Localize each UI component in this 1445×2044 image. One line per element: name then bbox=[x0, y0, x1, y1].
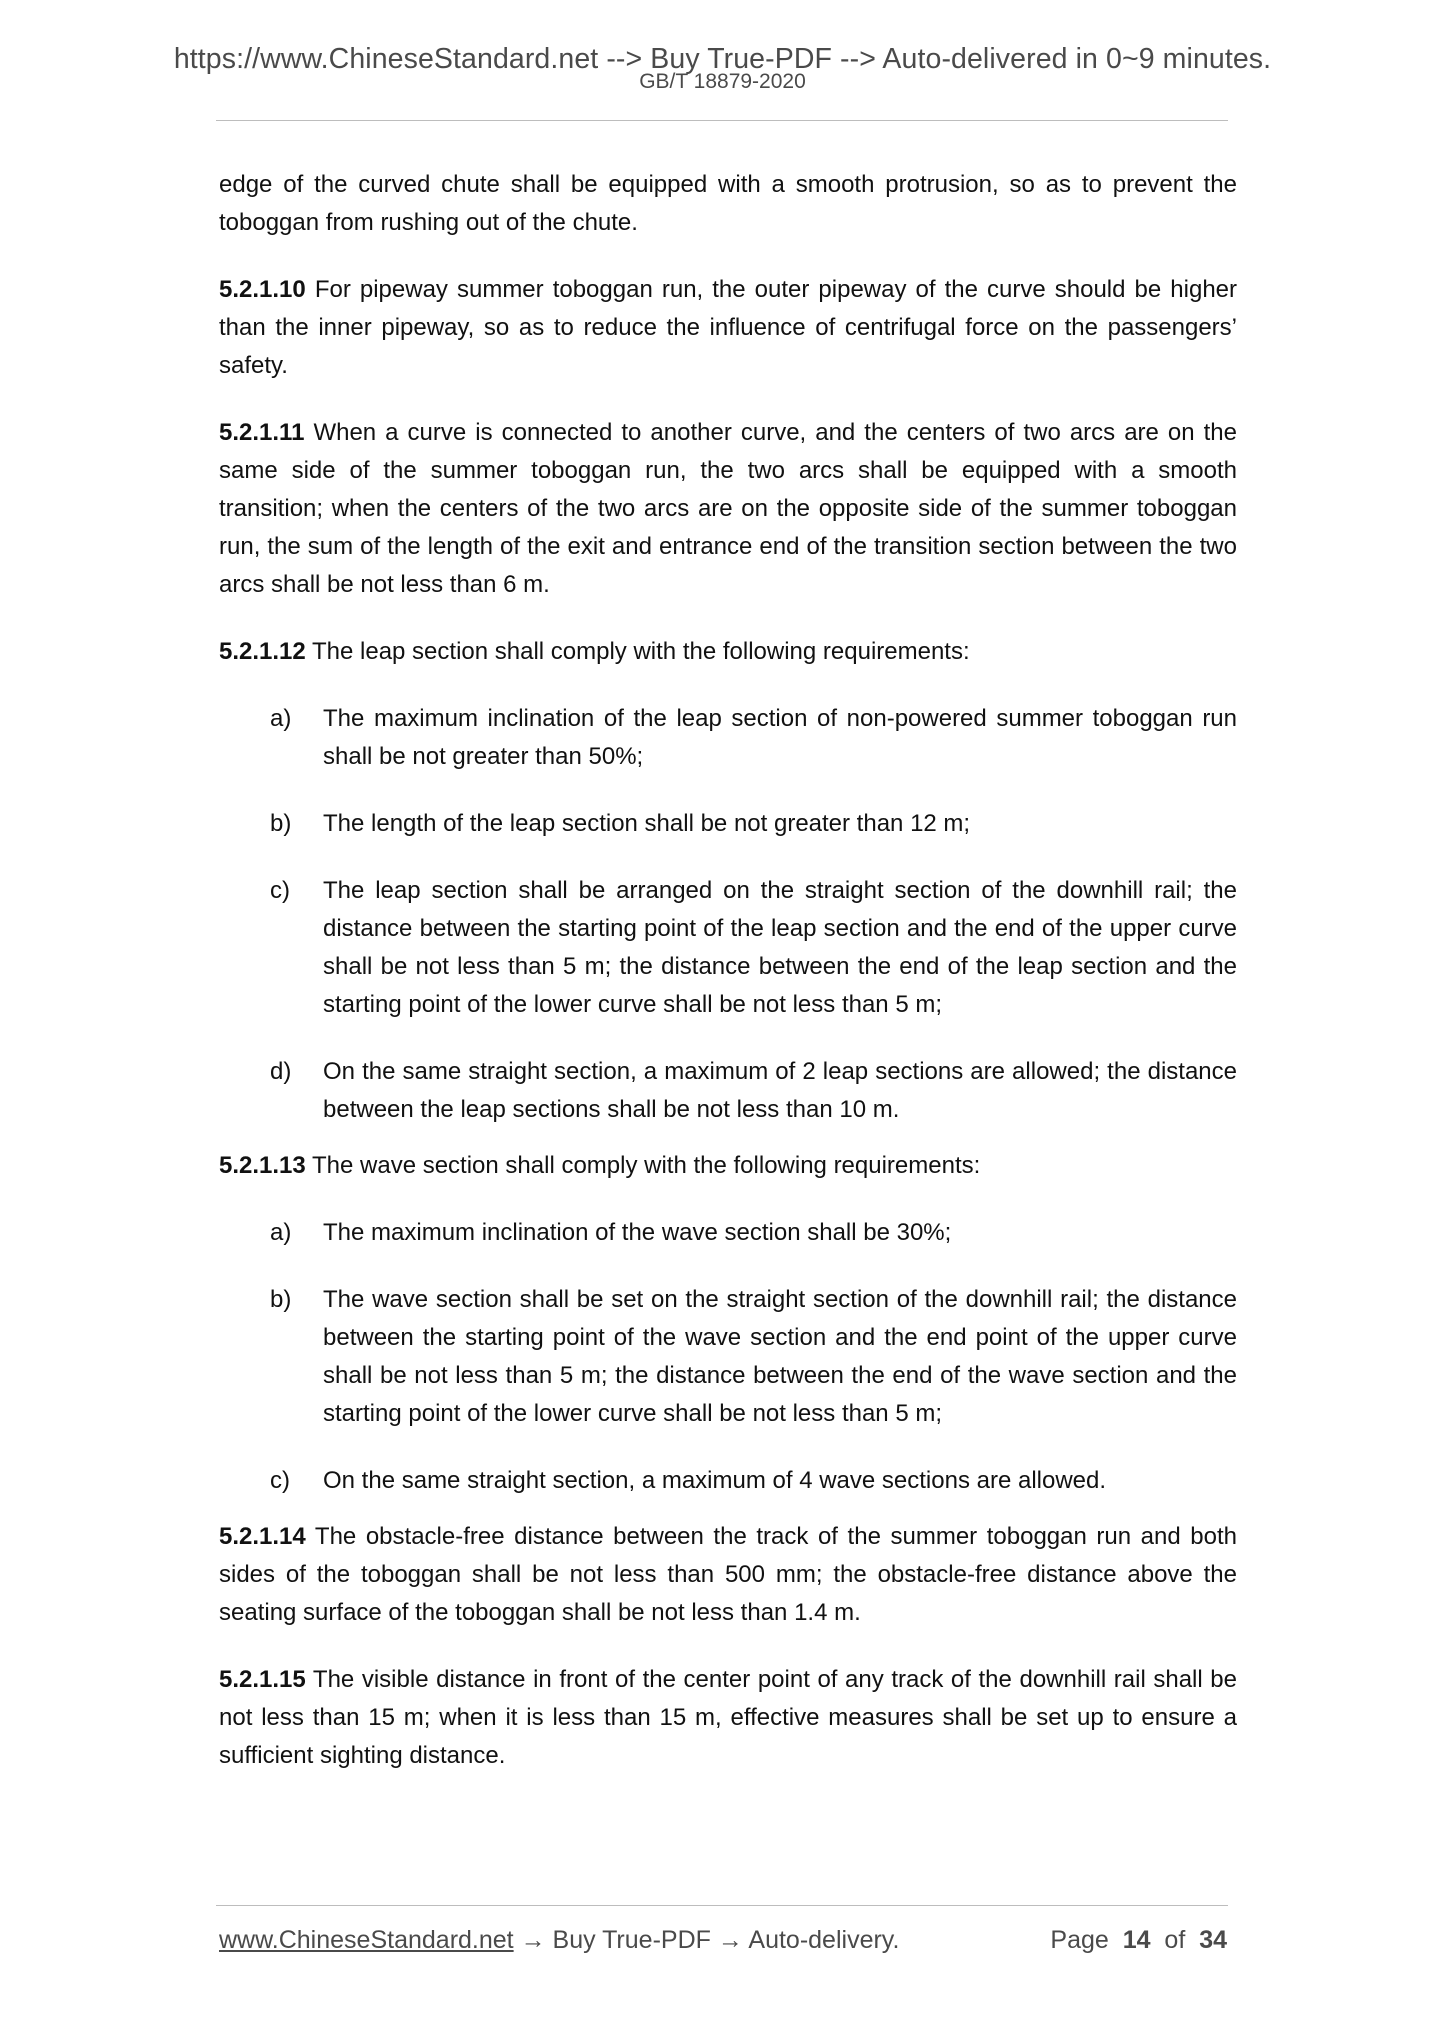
list-item-text: On the same straight section, a maximum of 4 wave sections are allowed. bbox=[323, 1467, 1107, 1494]
clause-5-2-1-11 bbox=[219, 414, 1237, 604]
clause-text: When a curve is connected to another curve, and the centers of two arcs are on the same side of the summer toboggan run, the two arcs shall be equipped with a smooth transition; when the centers of the two arcs are on the opposite side of the summer toboggan run, the sum of the length of the exit and entrance end of the transition section between the two arcs shall be not less than 6 m. bbox=[219, 419, 1237, 598]
clause-text: The leap section shall comply with the following requirements: bbox=[311, 638, 970, 665]
list-item bbox=[219, 1053, 1237, 1129]
list-item bbox=[219, 872, 1237, 1024]
list-item-label: a) bbox=[270, 705, 292, 732]
clause-5-2-1-14 bbox=[219, 1518, 1237, 1632]
header-divider bbox=[216, 120, 1228, 121]
list-item-label: b) bbox=[270, 1286, 292, 1313]
list-item bbox=[219, 700, 1237, 776]
list-item-label: a) bbox=[270, 1219, 292, 1246]
clause-5-2-1-13 bbox=[219, 1147, 1237, 1185]
list-item-text: The length of the leap section shall be not greater than 12 m; bbox=[323, 810, 971, 837]
top-banner[interactable]: https://www.ChineseStandard.net --> Buy True-PDF --> Auto-delivered in 0~9 minutes. bbox=[173, 43, 1272, 75]
list-item-text: The leap section shall be arranged on the straight section of the downhill rail; the distance between the starting point of the leap section and the end of the upper curve shall be not less than 5 m; the distance between the end of the leap section and the starting point of the lower curve shall be not less than 5 m; bbox=[323, 877, 1237, 1018]
footer-left bbox=[219, 1922, 899, 1958]
list-item-text: On the same straight section, a maximum of 2 leap sections are allowed; the distance between the leap sections shall be not less than 10 m. bbox=[323, 1058, 1237, 1123]
list-item-label: b) bbox=[270, 810, 292, 837]
clause-number: 5.2.1.14 bbox=[219, 1523, 306, 1550]
document-id: GB/T 18879-2020 bbox=[639, 70, 806, 93]
list-item bbox=[219, 1462, 1237, 1500]
clause-number: 5.2.1.12 bbox=[219, 638, 306, 665]
page-word: Page bbox=[1050, 1926, 1109, 1954]
clause-text: The wave section shall comply with the following requirements: bbox=[311, 1152, 981, 1179]
list-item bbox=[219, 1214, 1237, 1252]
clause-text: The visible distance in front of the center point of any track of the downhill rail shall be not less than 15 m; when it is less than 15 m, effective measures shall be set up to ensure a sufficient sighting distance. bbox=[219, 1666, 1238, 1769]
clause-number: 5.2.1.13 bbox=[219, 1152, 306, 1179]
clause-5-2-1-10 bbox=[219, 271, 1237, 385]
clause-number: 5.2.1.11 bbox=[219, 419, 305, 446]
footer-tagline: → Buy True-PDF → Auto-delivery. bbox=[513, 1926, 900, 1954]
of-word: of bbox=[1164, 1926, 1186, 1954]
clause-number: 5.2.1.15 bbox=[219, 1666, 306, 1693]
list-item-label: c) bbox=[270, 1467, 290, 1494]
list-item-text: The maximum inclination of the leap section of non-powered summer toboggan run shall be not greater than 50%; bbox=[323, 705, 1237, 770]
list-item-text: The wave section shall be set on the straight section of the downhill rail; the distance between the starting point of the wave section and the end point of the upper curve shall be not less than 5 m; the distance between the end of the wave section and the starting point of the lower curve shall be not less than 5 m; bbox=[323, 1286, 1237, 1427]
list-item-text: The maximum inclination of the wave section shall be 30%; bbox=[323, 1219, 952, 1246]
footer-divider bbox=[216, 1905, 1228, 1906]
clause-text: The obstacle-free distance between the track of the summer toboggan run and both sides of the toboggan shall be not less than 500 mm; the obstacle-free distance above the seating surface of the toboggan shall be not less than 1.4 m. bbox=[219, 1523, 1238, 1626]
page-number: 14 bbox=[1122, 1926, 1151, 1954]
clause-5-2-1-15 bbox=[219, 1661, 1237, 1775]
list-item bbox=[219, 805, 1237, 843]
clause-number: 5.2.1.10 bbox=[219, 276, 306, 303]
page-footer bbox=[219, 1922, 1227, 1958]
paragraph-continuation: edge of the curved chute shall be equipped with a smooth protrusion, so as to prevent the toboggan from rushing out of the chute. bbox=[219, 171, 1237, 236]
list-item-label: c) bbox=[270, 877, 290, 904]
footer-site-link[interactable]: www.ChineseStandard.net bbox=[219, 1926, 514, 1954]
list-item-label: d) bbox=[270, 1058, 292, 1085]
page-total: 34 bbox=[1199, 1926, 1227, 1954]
page-content bbox=[219, 166, 1237, 1804]
page-indicator bbox=[1050, 1922, 1227, 1958]
list-item bbox=[219, 1281, 1237, 1433]
clause-text: For pipeway summer toboggan run, the outer pipeway of the curve should be higher than the inner pipeway, so as to reduce the influence of centrifugal force on the passengers’ safety. bbox=[219, 276, 1238, 379]
clause-5-2-1-12 bbox=[219, 633, 1237, 671]
